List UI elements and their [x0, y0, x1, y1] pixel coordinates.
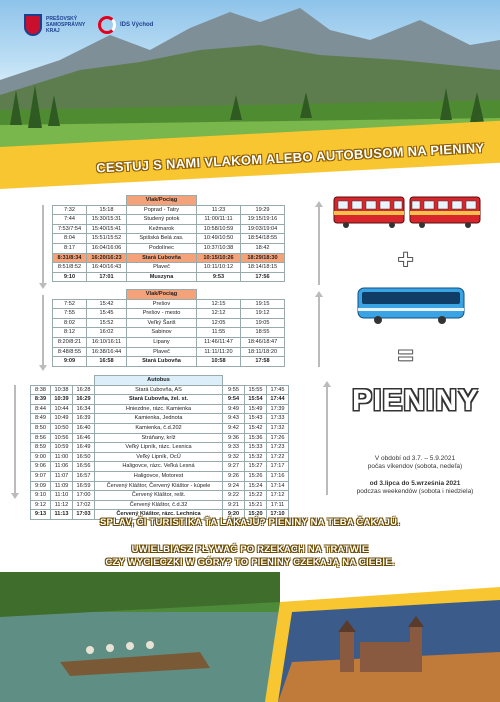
bus-icon — [356, 284, 466, 326]
table-row — [53, 347, 285, 357]
time-cell: 8:49 — [31, 414, 51, 424]
time-cell: 9:12 — [31, 500, 51, 510]
period-pl — [340, 480, 490, 496]
time-cell: 16:49 — [73, 443, 95, 453]
coat-of-arms-icon — [24, 14, 42, 36]
blank-cell — [31, 376, 51, 386]
table-header: Autobus — [95, 376, 223, 386]
time-cell: 15:32 — [245, 452, 267, 462]
time-cell: 8:39 — [31, 395, 51, 405]
time-cell: 18:11/18:20 — [241, 347, 285, 357]
table-row — [53, 234, 285, 244]
station-name: Sabinov — [127, 328, 197, 338]
time-cell: 8:12 — [53, 328, 87, 338]
time-cell: 8:44 — [31, 404, 51, 414]
destination-title: PIENINY — [352, 384, 480, 417]
blank-cell — [51, 376, 73, 386]
time-cell: 19:15/19:16 — [241, 215, 285, 225]
time-cell: 8:31/8:34 — [53, 253, 87, 263]
station-name: Muszyna — [127, 272, 197, 282]
time-cell: 10:58 — [197, 357, 241, 367]
time-cell: 11:23 — [197, 205, 241, 215]
direction-arrow-down-icon — [14, 385, 16, 495]
time-cell: 15:36 — [245, 433, 267, 443]
time-cell: 15:18 — [87, 205, 127, 215]
stop-name: Veľký Lipník, OcÚ — [95, 452, 223, 462]
time-cell: 9:42 — [223, 423, 245, 433]
time-cell: 9:24 — [223, 481, 245, 491]
period-pl-line2: podczas weekendów (sobota i niedziela) — [356, 488, 474, 495]
station-name: Poprad - Tatry — [127, 205, 197, 215]
time-cell: 8:17 — [53, 243, 87, 253]
time-cell: 15:20 — [245, 510, 267, 520]
direction-arrow-up-icon — [326, 385, 328, 495]
time-cell: 17:26 — [267, 433, 289, 443]
station-name: Plaveč — [127, 263, 197, 273]
table-row — [53, 309, 285, 319]
time-cell: 9:07 — [31, 471, 51, 481]
time-cell: 10:39 — [51, 395, 73, 405]
time-cell: 16:38/16:44 — [87, 347, 127, 357]
table-row — [31, 443, 289, 453]
time-cell: 16:50 — [73, 452, 95, 462]
stop-name: Stráňany, kríž — [95, 433, 223, 443]
time-cell: 15:42 — [87, 299, 127, 309]
time-cell: 9:53 — [197, 272, 241, 282]
blank-cell — [267, 376, 289, 386]
time-cell: 10:56 — [51, 433, 73, 443]
time-cell: 15:21 — [245, 500, 267, 510]
stop-name: Červený Kláštor, rázc. Lechnica — [95, 510, 223, 520]
time-cell: 16:40/16:43 — [87, 263, 127, 273]
blank-cell — [241, 196, 285, 206]
table-row — [31, 395, 289, 405]
time-cell: 15:55 — [245, 385, 267, 395]
table-row — [31, 385, 289, 395]
time-cell: 19:29 — [241, 205, 285, 215]
time-cell: 10:50 — [51, 423, 73, 433]
time-cell: 11:00 — [51, 452, 73, 462]
time-cell: 16:20/16:23 — [87, 253, 127, 263]
period-sk — [340, 455, 490, 471]
bottom-photos — [0, 572, 500, 702]
time-cell: 16:39 — [73, 414, 95, 424]
time-cell: 11:06 — [51, 462, 73, 472]
stop-name: Červený Kláštor, č.d.32 — [95, 500, 223, 510]
time-cell: 15:52 — [87, 318, 127, 328]
time-cell: 11:46/11:47 — [197, 337, 241, 347]
station-name: Spišská Belá zas. — [127, 234, 197, 244]
stop-name: Veľký Lipník, rázc. Lesnica — [95, 443, 223, 453]
time-cell: 16:57 — [73, 471, 95, 481]
time-cell: 7:53/7:54 — [53, 224, 87, 234]
time-cell: 10:59 — [51, 443, 73, 453]
time-cell: 8:20/8:21 — [53, 337, 87, 347]
time-cell: 7:44 — [53, 215, 87, 225]
time-cell: 15:33 — [245, 443, 267, 453]
slogan-pl-line1: UWIELBIASZ PŁYWAĆ PO RZEKACH NA TRATWIE — [131, 544, 369, 555]
slogan-sk: SPLAV, ČI TURISTIKA ŤA LÁKAJÚ? PIENINY NA TEBA ČAKAJÚ. — [99, 517, 401, 528]
table-row — [53, 299, 285, 309]
time-cell: 19:15 — [241, 299, 285, 309]
station-name: Podolínec — [127, 243, 197, 253]
stop-name: Červený Kláštor, rešt. — [95, 491, 223, 501]
time-cell: 11:12 — [51, 500, 73, 510]
time-cell: 15:42 — [245, 423, 267, 433]
table-row — [31, 500, 289, 510]
direction-arrow-down-icon — [42, 205, 44, 285]
time-cell: 17:10 — [267, 510, 289, 520]
time-cell: 15:40/15:41 — [87, 224, 127, 234]
train-icon — [332, 193, 484, 229]
time-cell: 7:55 — [53, 309, 87, 319]
time-cell: 16:56 — [73, 462, 95, 472]
time-cell: 12:05 — [197, 318, 241, 328]
time-cell: 8:51/8:52 — [53, 263, 87, 273]
stop-name: Haligovce, rázc. Veľká Lesná — [95, 462, 223, 472]
table-row — [53, 318, 285, 328]
time-cell: 19:03/19:04 — [241, 224, 285, 234]
time-cell: 9:32 — [223, 452, 245, 462]
table-row — [31, 404, 289, 414]
time-cell: 8:04 — [53, 234, 87, 244]
table-row — [53, 357, 285, 367]
time-cell: 17:16 — [267, 471, 289, 481]
station-name: Studený potok — [127, 215, 197, 225]
time-cell: 10:38 — [51, 385, 73, 395]
time-cell: 7:52 — [53, 299, 87, 309]
bus-timetable — [30, 375, 289, 520]
period-sk-line1: V období od 3.7. – 5.9.2021 — [374, 455, 456, 462]
header-row — [31, 376, 289, 386]
direction-arrow-up-icon — [318, 205, 320, 285]
time-cell: 10:49/10:50 — [197, 234, 241, 244]
blank-cell — [197, 290, 241, 300]
time-cell: 9:09 — [31, 481, 51, 491]
time-cell: 10:44 — [51, 404, 73, 414]
station-name: Veľký Šariš — [127, 318, 197, 328]
time-cell: 8:56 — [31, 433, 51, 443]
time-cell: 10:58/10:59 — [197, 224, 241, 234]
time-cell: 10:15/10:26 — [197, 253, 241, 263]
time-cell: 19:12 — [241, 309, 285, 319]
time-cell: 9:20 — [223, 510, 245, 520]
time-cell: 17:44 — [267, 395, 289, 405]
blank-cell — [53, 196, 87, 206]
time-cell: 17:14 — [267, 481, 289, 491]
time-cell: 16:10/16:11 — [87, 337, 127, 347]
psk-logo — [24, 14, 101, 36]
blank-cell — [241, 290, 285, 300]
time-cell: 8:50 — [31, 423, 51, 433]
time-cell: 8:02 — [53, 318, 87, 328]
time-cell: 17:17 — [267, 462, 289, 472]
time-cell: 17:00 — [73, 491, 95, 501]
time-cell: 17:01 — [87, 272, 127, 282]
psk-logo-text: PREŠOVSKÝ SAMOSPRÁVNY KRAJ — [46, 16, 86, 34]
blank-cell — [53, 290, 87, 300]
station-name: Prešov — [127, 299, 197, 309]
time-cell: 12:12 — [197, 309, 241, 319]
time-cell: 9:21 — [223, 500, 245, 510]
time-cell: 17:03 — [73, 510, 95, 520]
time-cell: 15:45 — [87, 309, 127, 319]
time-cell: 9:10 — [53, 272, 87, 282]
time-cell: 11:09 — [51, 481, 73, 491]
equals-symbol: = — [398, 340, 414, 370]
time-cell: 18:46/18:47 — [241, 337, 285, 347]
time-cell: 16:40 — [73, 423, 95, 433]
blank-cell — [87, 196, 127, 206]
table-row — [53, 224, 285, 234]
time-cell: 8:59 — [31, 443, 51, 453]
time-cell: 15:43 — [245, 414, 267, 424]
time-cell: 17:58 — [241, 357, 285, 367]
time-cell: 17:23 — [267, 443, 289, 453]
table-row — [31, 433, 289, 443]
time-cell: 9:33 — [223, 443, 245, 453]
time-cell: 9:43 — [223, 414, 245, 424]
time-cell: 15:51/15:52 — [87, 234, 127, 244]
table-row — [31, 471, 289, 481]
time-cell: 10:11/10:12 — [197, 263, 241, 273]
time-cell: 18:54/18:55 — [241, 234, 285, 244]
time-cell: 10:49 — [51, 414, 73, 424]
time-cell: 8:38 — [31, 385, 51, 395]
station-name: Stará Ľubovňa — [127, 253, 197, 263]
time-cell: 17:45 — [267, 385, 289, 395]
table-row — [53, 272, 285, 282]
time-cell: 15:30/15:31 — [87, 215, 127, 225]
time-cell: 9:22 — [223, 491, 245, 501]
time-cell: 9:13 — [31, 510, 51, 520]
blank-cell — [245, 376, 267, 386]
stop-name: Hniezdne, rázc. Kamienka — [95, 404, 223, 414]
table-row — [53, 205, 285, 215]
time-cell: 16:58 — [87, 357, 127, 367]
time-cell: 16:34 — [73, 404, 95, 414]
plus-symbol: + — [398, 244, 414, 274]
time-cell: 9:54 — [223, 395, 245, 405]
table-row — [53, 263, 285, 273]
ids-logo — [98, 16, 160, 34]
time-cell: 17:12 — [267, 491, 289, 501]
time-cell: 17:33 — [267, 414, 289, 424]
header-row — [53, 290, 285, 300]
station-name: Kežmarok — [127, 224, 197, 234]
time-cell: 9:10 — [31, 491, 51, 501]
table-row — [31, 491, 289, 501]
table-row — [31, 423, 289, 433]
ids-ring-icon — [98, 16, 116, 34]
train-timetable-1 — [52, 195, 285, 282]
time-cell: 15:54 — [245, 395, 267, 405]
time-cell: 18:29/18:30 — [241, 253, 285, 263]
time-cell: 8:48/8:55 — [53, 347, 87, 357]
table-row — [31, 462, 289, 472]
table-row — [53, 253, 285, 263]
time-cell: 19:05 — [241, 318, 285, 328]
table-row — [31, 481, 289, 491]
time-cell: 11:00/11:11 — [197, 215, 241, 225]
blank-cell — [87, 290, 127, 300]
train-timetable-2 — [52, 289, 285, 367]
time-cell: 12:15 — [197, 299, 241, 309]
slogan-pl-line2: CZY WYCIECZKI W GÓRY? TO PIENINY CZEKAJĄ NA CIEBIE. — [105, 557, 395, 568]
station-name: Prešov - mesto — [127, 309, 197, 319]
river-and-castle-photo — [0, 572, 500, 702]
stop-name: Kamienka, Jednota — [95, 414, 223, 424]
station-name: Stará Ľubovňa — [127, 357, 197, 367]
table-header: Vlak/Pociąg — [127, 196, 197, 206]
table-header: Vlak/Pociąg — [127, 290, 197, 300]
time-cell: 11:13 — [51, 510, 73, 520]
time-cell: 11:07 — [51, 471, 73, 481]
stop-name: Stará Ľubovňa, AS — [95, 385, 223, 395]
header-row — [53, 196, 285, 206]
time-cell: 10:37/10:38 — [197, 243, 241, 253]
blank-cell — [223, 376, 245, 386]
headline: CESTUJ S NAMI VLAKOM ALEBO AUTOBUSOM NA PIENINY — [95, 140, 485, 176]
time-cell: 11:10 — [51, 491, 73, 501]
time-cell: 9:06 — [31, 462, 51, 472]
time-cell: 11:55 — [197, 328, 241, 338]
time-cell: 16:46 — [73, 433, 95, 443]
time-cell: 18:42 — [241, 243, 285, 253]
station-name: Plaveč — [127, 347, 197, 357]
time-cell: 17:22 — [267, 452, 289, 462]
time-cell: 7:32 — [53, 205, 87, 215]
time-cell: 15:27 — [245, 462, 267, 472]
station-name: Lipany — [127, 337, 197, 347]
time-cell: 9:36 — [223, 433, 245, 443]
period-sk-line2: počas víkendov (sobota, nedeľa) — [367, 463, 463, 470]
time-cell: 11:11/11:20 — [197, 347, 241, 357]
time-cell: 16:59 — [73, 481, 95, 491]
time-cell: 16:28 — [73, 385, 95, 395]
time-cell: 9:49 — [223, 404, 245, 414]
time-cell: 9:26 — [223, 471, 245, 481]
time-cell: 9:00 — [31, 452, 51, 462]
direction-arrow-up-icon — [318, 295, 320, 367]
table-row — [31, 452, 289, 462]
time-cell: 9:55 — [223, 385, 245, 395]
table-row — [53, 337, 285, 347]
time-cell: 9:27 — [223, 462, 245, 472]
time-cell: 15:22 — [245, 491, 267, 501]
time-cell: 15:49 — [245, 404, 267, 414]
period-pl-line1: od 3.lipca do 5.września 2021 — [369, 480, 461, 487]
table-row — [31, 414, 289, 424]
table-row — [53, 215, 285, 225]
stop-name: Červený Kláštor, Červený Kláštor - kúpele — [95, 481, 223, 491]
time-cell: 9:09 — [53, 357, 87, 367]
direction-arrow-down-icon — [42, 295, 44, 367]
stop-name: Kamienka, č.d.202 — [95, 423, 223, 433]
time-cell: 16:29 — [73, 395, 95, 405]
time-cell: 18:55 — [241, 328, 285, 338]
blank-cell — [197, 196, 241, 206]
table-row — [53, 243, 285, 253]
time-cell: 17:11 — [267, 500, 289, 510]
time-cell: 17:39 — [267, 404, 289, 414]
time-cell: 18:14/18:15 — [241, 263, 285, 273]
time-cell: 17:32 — [267, 423, 289, 433]
time-cell: 15:24 — [245, 481, 267, 491]
ids-logo-text: IDS Východ — [120, 22, 154, 28]
blank-cell — [73, 376, 95, 386]
stop-name: Haligovce, Motorest — [95, 471, 223, 481]
time-cell: 16:02 — [87, 328, 127, 338]
time-cell: 15:26 — [245, 471, 267, 481]
table-row — [53, 328, 285, 338]
time-cell: 17:02 — [73, 500, 95, 510]
time-cell: 17:56 — [241, 272, 285, 282]
time-cell: 16:04/16:06 — [87, 243, 127, 253]
stop-name: Stará Ľubovňa, žel. st. — [95, 395, 223, 405]
